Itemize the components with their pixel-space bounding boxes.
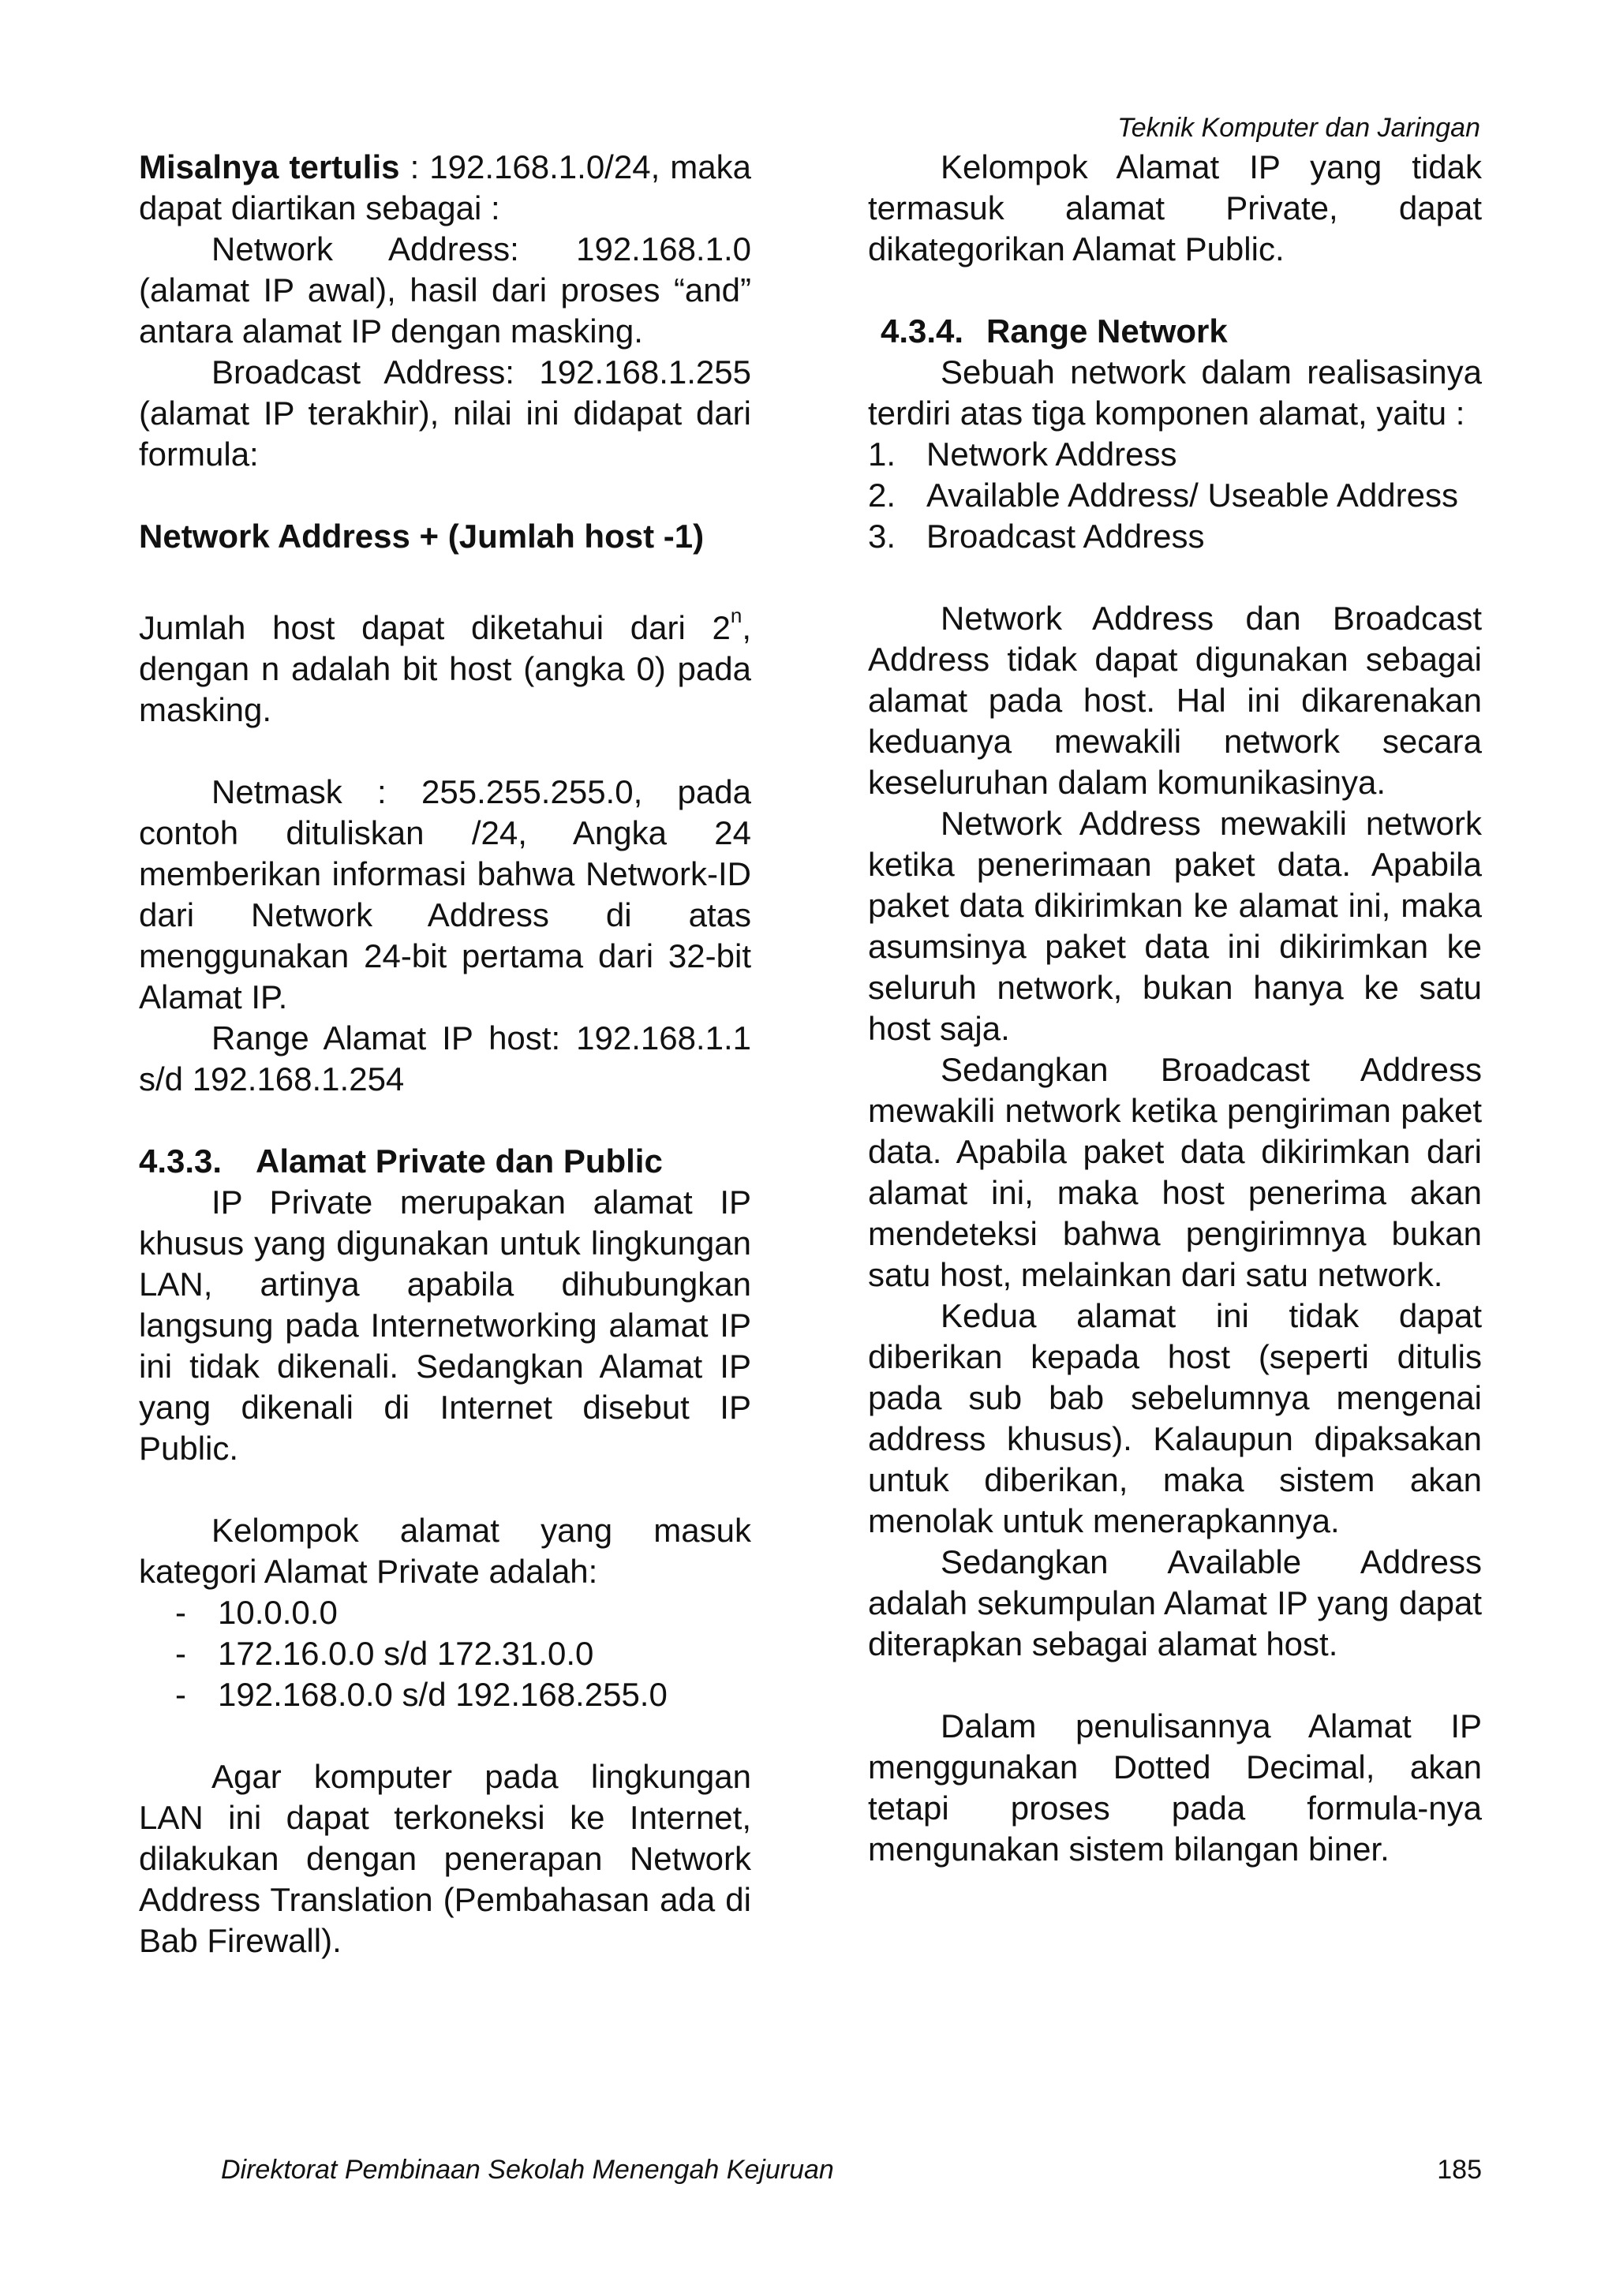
paragraph-ip-private: IP Private merupakan alamat IP khusus yang digunakan untuk lingkungan LAN, artinya apabila dihubungkan langsung pada Internetworking alamat IP ini tidak dikenali. Sedangkan Alamat IP yang dikenali di Internet disebut IP Public.: [139, 1184, 751, 1467]
section-number: 4.3.3.: [139, 1142, 223, 1180]
paragraph-dotted-decimal: Dalam penulisannya Alamat IP menggunakan Dotted Decimal, akan tetapi proses pada formula-nya mengunakan sistem bilangan biner.: [868, 1707, 1482, 1868]
paragraph-public-group: Kelompok Alamat IP yang tidak termasuk alamat Private, dapat dikategorikan Alamat Public.: [868, 148, 1482, 267]
exponent: n: [730, 604, 743, 627]
address-component-list: [868, 434, 1482, 557]
section-heading-4-3-3: [139, 1141, 751, 1182]
paragraph-cannot-assign: Kedua alamat ini tidak dapat diberikan kepada host (seperti ditulis pada sub bab sebelumnya mengenai address khusus). Kalaupun dipaksakan untuk diberikan, maka sistem akan menolak untuk menerapkannya.: [868, 1297, 1482, 1539]
list-item: - 192.168.0.0 s/d 192.168.255.0: [175, 1676, 668, 1713]
list-item: - 172.16.0.0 s/d 172.31.0.0: [175, 1635, 594, 1672]
formula: Network Address + (Jumlah host -1): [139, 518, 705, 555]
list-item: 2. Available Address/ Useable Address: [868, 477, 1458, 514]
list-item: 1. Network Address: [868, 436, 1177, 473]
list-item: - 10.0.0.0: [175, 1594, 338, 1631]
running-header: Teknik Komputer dan Jaringan: [1117, 113, 1480, 143]
private-address-list: [139, 1592, 751, 1715]
left-column: [139, 147, 751, 1961]
section-title: Alamat Private dan Public: [256, 1142, 663, 1180]
page-number: 185: [1437, 2155, 1482, 2185]
paragraph-host-count: Jumlah host dapat diketahui dari 2$^n$, dengan n adalah bit host (angka 0) pada masking.: [139, 604, 751, 728]
example-label: Misalnya tertulis: [139, 148, 400, 185]
paragraph-private-group: Kelompok alamat yang masuk kategori Alamat Private adalah:: [139, 1512, 751, 1590]
section-number: 4.3.4.: [881, 312, 964, 350]
paragraph-network-address: Network Address: 192.168.1.0 (alamat IP awal), hasil dari proses “and” antara alamat IP dengan masking.: [139, 230, 751, 350]
list-item: 3. Broadcast Address: [868, 518, 1205, 555]
paragraph-not-usable: Network Address dan Broadcast Address tidak dapat digunakan sebagai alamat pada host. Hal ini dikarenakan keduanya mewakili network secara keseluruhan dalam komunikasinya.: [868, 600, 1482, 801]
footer-publisher: Direktorat Pembinaan Sekolah Menengah Kejuruan: [221, 2155, 834, 2185]
paragraph-available-address: Sedangkan Available Address adalah sekumpulan Alamat IP yang dapat diterapkan sebagai alamat host.: [868, 1543, 1482, 1662]
paragraph-nat: Agar komputer pada lingkungan LAN ini dapat terkoneksi ke Internet, dilakukan dengan penerapan Network Address Translation (Pembahasan ada di Bab Firewall).: [139, 1758, 751, 1959]
paragraph-example: Misalnya tertulis : 192.168.1.0/24, maka dapat diartikan sebagai :: [139, 148, 752, 226]
paragraph-range-host: Range Alamat IP host: 192.168.1.1 s/d 192.168.1.254: [139, 1019, 751, 1098]
paragraph-broadcast-address: Broadcast Address: 192.168.1.255 (alamat IP terakhir), nilai ini didapat dari formula:: [139, 353, 751, 473]
paragraph-netmask: Netmask : 255.255.255.0, pada contoh dituliskan /24, Angka 24 memberikan informasi bahwa Network-ID dari Network Address di atas menggunakan 24-bit pertama dari 32-bit Alamat IP.: [139, 773, 751, 1015]
paragraph-range-network: Sebuah network dalam realisasinya terdiri atas tiga komponen alamat, yaitu :: [868, 353, 1482, 432]
right-column: [868, 147, 1482, 1870]
paragraph-broadcast-role: Sedangkan Broadcast Address mewakili network ketika pengiriman paket data. Apabila paket data dikirimkan dari alamat ini, maka host penerima akan mendeteksi bahwa pengirimnya bukan satu host, melainkan dari satu network.: [868, 1051, 1482, 1293]
section-heading-4-3-4: [868, 311, 1482, 352]
section-title: Range Network: [986, 312, 1228, 350]
paragraph-network-address-role: Network Address mewakili network ketika penerimaan paket data. Apabila paket data dikirimkan ke alamat ini, maka asumsinya paket data ini dikirimkan ke seluruh network, bukan hanya ke satu host saja.: [868, 805, 1482, 1047]
